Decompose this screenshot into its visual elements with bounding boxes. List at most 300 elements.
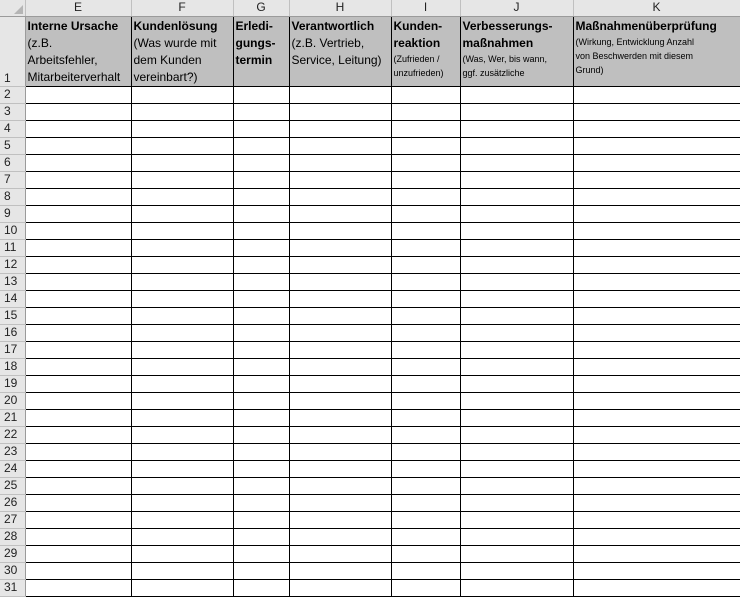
cell-e[interactable]: [25, 307, 131, 324]
cell-f[interactable]: [131, 358, 233, 375]
cell-j[interactable]: [460, 528, 573, 545]
cell-k[interactable]: [573, 511, 740, 528]
row-header[interactable]: 18: [0, 358, 25, 375]
select-all-corner[interactable]: [0, 0, 25, 16]
cell-k[interactable]: [573, 188, 740, 205]
cell-j[interactable]: [460, 341, 573, 358]
cell-g[interactable]: [233, 205, 289, 222]
cell-i[interactable]: [391, 171, 460, 188]
row-header[interactable]: 25: [0, 477, 25, 494]
cell-i[interactable]: [391, 256, 460, 273]
table-row: [0, 528, 740, 545]
row-header[interactable]: 1: [0, 16, 25, 86]
cell-g[interactable]: [233, 494, 289, 511]
cell-g[interactable]: [233, 545, 289, 562]
cell-h[interactable]: [289, 324, 391, 341]
cell-i[interactable]: [391, 579, 460, 596]
table-row: [0, 579, 740, 596]
cell-i[interactable]: [391, 103, 460, 120]
cell-k[interactable]: [573, 239, 740, 256]
header-cell-verbesserungsmassnahmen[interactable]: [460, 16, 573, 86]
cell-g[interactable]: [233, 579, 289, 596]
cell-i[interactable]: [391, 341, 460, 358]
cell-h[interactable]: [289, 375, 391, 392]
cell-k[interactable]: [573, 494, 740, 511]
cell-i[interactable]: [391, 443, 460, 460]
cell-h[interactable]: [289, 239, 391, 256]
cell-i[interactable]: [391, 290, 460, 307]
row-header[interactable]: 26: [0, 494, 25, 511]
cell-g[interactable]: [233, 477, 289, 494]
cell-e[interactable]: [25, 511, 131, 528]
cell-f[interactable]: [131, 477, 233, 494]
cell-k[interactable]: [573, 443, 740, 460]
row-header[interactable]: 23: [0, 443, 25, 460]
cell-g[interactable]: [233, 358, 289, 375]
cell-j[interactable]: [460, 273, 573, 290]
cell-f[interactable]: [131, 120, 233, 137]
cell-h[interactable]: [289, 528, 391, 545]
cell-k[interactable]: [573, 375, 740, 392]
cell-i[interactable]: [391, 222, 460, 239]
header-cell-verantwortlich[interactable]: [289, 16, 391, 86]
cell-e[interactable]: [25, 409, 131, 426]
cell-g[interactable]: [233, 290, 289, 307]
cell-j[interactable]: [460, 460, 573, 477]
cell-g[interactable]: [233, 103, 289, 120]
table-row: [0, 375, 740, 392]
cell-h[interactable]: [289, 307, 391, 324]
table-row: [0, 137, 740, 154]
cell-h[interactable]: [289, 477, 391, 494]
cell-i[interactable]: [391, 307, 460, 324]
cell-e[interactable]: [25, 273, 131, 290]
column-header-bar: [0, 0, 740, 16]
cell-i[interactable]: [391, 409, 460, 426]
table-row: [0, 290, 740, 307]
cell-i[interactable]: [391, 375, 460, 392]
column-header-h[interactable]: H: [289, 0, 391, 16]
cell-i[interactable]: [391, 154, 460, 171]
cell-g[interactable]: [233, 460, 289, 477]
cell-j[interactable]: [460, 256, 573, 273]
row-header[interactable]: 8: [0, 188, 25, 205]
header-cell-erledigungstermin[interactable]: [233, 16, 289, 86]
cell-j[interactable]: [460, 239, 573, 256]
cell-k[interactable]: [573, 562, 740, 579]
row-header[interactable]: 3: [0, 103, 25, 120]
cell-i[interactable]: [391, 426, 460, 443]
cell-i[interactable]: [391, 324, 460, 341]
cell-g[interactable]: [233, 86, 289, 103]
cell-e[interactable]: [25, 528, 131, 545]
table-row: [0, 460, 740, 477]
cell-e[interactable]: [25, 222, 131, 239]
cell-i[interactable]: [391, 477, 460, 494]
cell-h[interactable]: [289, 222, 391, 239]
cell-e[interactable]: [25, 86, 131, 103]
cell-i[interactable]: [391, 545, 460, 562]
row-header[interactable]: 10: [0, 222, 25, 239]
cell-g[interactable]: [233, 239, 289, 256]
cell-k[interactable]: [573, 137, 740, 154]
table-row: [0, 273, 740, 290]
table-row: [0, 205, 740, 222]
table-row: [0, 443, 740, 460]
cell-j[interactable]: [460, 222, 573, 239]
cell-e[interactable]: [25, 562, 131, 579]
header-title: Erledi- gungs- termin: [235, 18, 276, 67]
cell-f[interactable]: [131, 307, 233, 324]
cell-k[interactable]: [573, 120, 740, 137]
cell-h[interactable]: [289, 426, 391, 443]
cell-k[interactable]: [573, 256, 740, 273]
header-title: Kundenlösung: [133, 18, 218, 33]
cell-e[interactable]: [25, 460, 131, 477]
cell-k[interactable]: [573, 579, 740, 596]
table-row: [0, 477, 740, 494]
row-header[interactable]: 14: [0, 290, 25, 307]
table-row: [0, 154, 740, 171]
row-header[interactable]: 9: [0, 205, 25, 222]
cell-j[interactable]: [460, 545, 573, 562]
table-row: [0, 562, 740, 579]
cell-k[interactable]: [573, 222, 740, 239]
cell-f[interactable]: [131, 443, 233, 460]
header-subtitle: (Was, Wer, bis wann, ggf. zusätzliche: [462, 53, 548, 78]
cell-i[interactable]: [391, 392, 460, 409]
cell-e[interactable]: [25, 477, 131, 494]
cell-j[interactable]: [460, 443, 573, 460]
cell-j[interactable]: [460, 392, 573, 409]
column-header-i[interactable]: I: [391, 0, 460, 16]
cell-h[interactable]: [289, 579, 391, 596]
cell-f[interactable]: [131, 545, 233, 562]
column-header-g[interactable]: G: [233, 0, 289, 16]
cell-e[interactable]: [25, 205, 131, 222]
table-row: [0, 307, 740, 324]
column-header-e[interactable]: E: [25, 0, 131, 16]
cell-g[interactable]: [233, 307, 289, 324]
row-header[interactable]: 27: [0, 511, 25, 528]
cell-k[interactable]: [573, 460, 740, 477]
cell-f[interactable]: [131, 426, 233, 443]
cell-g[interactable]: [233, 443, 289, 460]
cell-e[interactable]: [25, 358, 131, 375]
row-header[interactable]: 19: [0, 375, 25, 392]
cell-h[interactable]: [289, 154, 391, 171]
cell-e[interactable]: [25, 443, 131, 460]
cell-f[interactable]: [131, 205, 233, 222]
cell-j[interactable]: [460, 86, 573, 103]
cell-g[interactable]: [233, 188, 289, 205]
cell-g[interactable]: [233, 273, 289, 290]
cell-i[interactable]: [391, 188, 460, 205]
cell-g[interactable]: [233, 528, 289, 545]
cell-j[interactable]: [460, 205, 573, 222]
cell-f[interactable]: [131, 409, 233, 426]
cell-k[interactable]: [573, 307, 740, 324]
cell-i[interactable]: [391, 273, 460, 290]
cell-i[interactable]: [391, 528, 460, 545]
table-row: [0, 256, 740, 273]
cell-j[interactable]: [460, 307, 573, 324]
cell-k[interactable]: [573, 426, 740, 443]
cell-j[interactable]: [460, 409, 573, 426]
cell-k[interactable]: [573, 86, 740, 103]
cell-i[interactable]: [391, 86, 460, 103]
cell-h[interactable]: [289, 409, 391, 426]
cell-f[interactable]: [131, 103, 233, 120]
table-row: [0, 103, 740, 120]
header-subtitle: (z.B. Arbeitsfehler, Mitarbeiterverhalt: [27, 35, 121, 84]
row-header[interactable]: 16: [0, 324, 25, 341]
cell-h[interactable]: [289, 460, 391, 477]
cell-f[interactable]: [131, 511, 233, 528]
cell-h[interactable]: [289, 290, 391, 307]
cell-h[interactable]: [289, 205, 391, 222]
cell-f[interactable]: [131, 256, 233, 273]
cell-j[interactable]: [460, 137, 573, 154]
cell-e[interactable]: [25, 171, 131, 188]
cell-k[interactable]: [573, 103, 740, 120]
cell-h[interactable]: [289, 443, 391, 460]
cell-f[interactable]: [131, 392, 233, 409]
table-row: [0, 222, 740, 239]
cell-f[interactable]: [131, 324, 233, 341]
row-header[interactable]: 24: [0, 460, 25, 477]
column-header-f[interactable]: F: [131, 0, 233, 16]
cell-h[interactable]: [289, 392, 391, 409]
header-title: Interne Ursache: [27, 18, 119, 33]
cell-h[interactable]: [289, 494, 391, 511]
cell-h[interactable]: [289, 137, 391, 154]
cell-g[interactable]: [233, 137, 289, 154]
cell-j[interactable]: [460, 120, 573, 137]
cell-i[interactable]: [391, 511, 460, 528]
cell-e[interactable]: [25, 545, 131, 562]
cell-g[interactable]: [233, 375, 289, 392]
cell-i[interactable]: [391, 562, 460, 579]
table-row: [0, 358, 740, 375]
cell-i[interactable]: [391, 137, 460, 154]
table-row: [0, 392, 740, 409]
cell-g[interactable]: [233, 171, 289, 188]
cell-j[interactable]: [460, 494, 573, 511]
cell-k[interactable]: [573, 273, 740, 290]
header-cell-kundenloesung[interactable]: [131, 16, 233, 86]
header-cell-interne-ursache[interactable]: [25, 16, 131, 86]
cell-e[interactable]: [25, 426, 131, 443]
cell-f[interactable]: [131, 188, 233, 205]
cell-e[interactable]: [25, 324, 131, 341]
cell-i[interactable]: [391, 120, 460, 137]
cell-j[interactable]: [460, 154, 573, 171]
cell-f[interactable]: [131, 494, 233, 511]
cell-h[interactable]: [289, 256, 391, 273]
header-subtitle: (Was wurde mit dem Kunden vereinbart?): [133, 35, 217, 84]
cell-f[interactable]: [131, 137, 233, 154]
row-header[interactable]: 31: [0, 579, 25, 596]
cell-h[interactable]: [289, 273, 391, 290]
cell-g[interactable]: [233, 341, 289, 358]
row-header[interactable]: 17: [0, 341, 25, 358]
cell-e[interactable]: [25, 579, 131, 596]
cell-j[interactable]: [460, 426, 573, 443]
row-header[interactable]: 6: [0, 154, 25, 171]
table-row: [0, 171, 740, 188]
cell-g[interactable]: [233, 511, 289, 528]
row-header[interactable]: 11: [0, 239, 25, 256]
cell-k[interactable]: [573, 171, 740, 188]
cell-e[interactable]: [25, 154, 131, 171]
cell-g[interactable]: [233, 154, 289, 171]
header-subtitle: (z.B. Vertrieb, Service, Leitung): [291, 35, 382, 67]
cell-j[interactable]: [460, 477, 573, 494]
cell-j[interactable]: [460, 562, 573, 579]
table-row: [0, 324, 740, 341]
cell-k[interactable]: [573, 290, 740, 307]
table-row: [0, 511, 740, 528]
cell-j[interactable]: [460, 375, 573, 392]
cell-g[interactable]: [233, 120, 289, 137]
header-cell-kundenreaktion[interactable]: [391, 16, 460, 86]
cell-f[interactable]: [131, 460, 233, 477]
cell-f[interactable]: [131, 290, 233, 307]
row-header[interactable]: 5: [0, 137, 25, 154]
header-title: Verantwortlich: [291, 18, 375, 33]
table-row: [0, 426, 740, 443]
cell-i[interactable]: [391, 358, 460, 375]
cell-e[interactable]: [25, 375, 131, 392]
cell-k[interactable]: [573, 545, 740, 562]
cell-j[interactable]: [460, 358, 573, 375]
cell-j[interactable]: [460, 103, 573, 120]
cell-f[interactable]: [131, 341, 233, 358]
cell-k[interactable]: [573, 324, 740, 341]
cell-f[interactable]: [131, 273, 233, 290]
row-header[interactable]: 12: [0, 256, 25, 273]
cell-f[interactable]: [131, 562, 233, 579]
cell-k[interactable]: [573, 358, 740, 375]
row-header[interactable]: 22: [0, 426, 25, 443]
cell-f[interactable]: [131, 154, 233, 171]
cell-e[interactable]: [25, 290, 131, 307]
cell-j[interactable]: [460, 579, 573, 596]
cell-e[interactable]: [25, 188, 131, 205]
header-title: Verbesserungs- maßnahmen: [462, 18, 553, 50]
cell-i[interactable]: [391, 494, 460, 511]
cell-f[interactable]: [131, 171, 233, 188]
cell-h[interactable]: [289, 86, 391, 103]
cell-h[interactable]: [289, 562, 391, 579]
cell-g[interactable]: [233, 409, 289, 426]
cell-h[interactable]: [289, 171, 391, 188]
cell-h[interactable]: [289, 188, 391, 205]
cell-g[interactable]: [233, 426, 289, 443]
select-all-triangle-icon: [14, 5, 23, 14]
header-cell-massnahmenueberpruefung[interactable]: [573, 16, 740, 86]
cell-h[interactable]: [289, 120, 391, 137]
header-title: Maßnahmenüberprüfung: [575, 18, 717, 33]
table-row: [0, 341, 740, 358]
table-row: [0, 239, 740, 256]
cell-k[interactable]: [573, 341, 740, 358]
cell-j[interactable]: [460, 290, 573, 307]
row-header[interactable]: 30: [0, 562, 25, 579]
cell-k[interactable]: [573, 528, 740, 545]
cell-h[interactable]: [289, 511, 391, 528]
column-header-j[interactable]: J: [460, 0, 573, 16]
row-header[interactable]: 28: [0, 528, 25, 545]
cell-e[interactable]: [25, 120, 131, 137]
row-header[interactable]: 2: [0, 86, 25, 103]
column-header-k[interactable]: K: [573, 0, 740, 16]
cell-i[interactable]: [391, 239, 460, 256]
cell-k[interactable]: [573, 477, 740, 494]
cell-h[interactable]: [289, 341, 391, 358]
cell-f[interactable]: [131, 579, 233, 596]
cell-k[interactable]: [573, 409, 740, 426]
cell-j[interactable]: [460, 171, 573, 188]
header-subtitle: (Zufrieden / unzufrieden): [393, 53, 444, 78]
table-row: [0, 86, 740, 103]
cell-g[interactable]: [233, 222, 289, 239]
cell-e[interactable]: [25, 137, 131, 154]
cell-f[interactable]: [131, 528, 233, 545]
row-header[interactable]: 7: [0, 171, 25, 188]
row-header[interactable]: 29: [0, 545, 25, 562]
table-row: [0, 188, 740, 205]
row-header[interactable]: 15: [0, 307, 25, 324]
table-row: [0, 545, 740, 562]
cell-h[interactable]: [289, 358, 391, 375]
cell-f[interactable]: [131, 375, 233, 392]
cell-g[interactable]: [233, 256, 289, 273]
cell-j[interactable]: [460, 188, 573, 205]
cell-j[interactable]: [460, 324, 573, 341]
cell-k[interactable]: [573, 392, 740, 409]
cell-e[interactable]: [25, 494, 131, 511]
cell-e[interactable]: [25, 392, 131, 409]
cell-i[interactable]: [391, 205, 460, 222]
cell-g[interactable]: [233, 392, 289, 409]
cell-e[interactable]: [25, 341, 131, 358]
cell-f[interactable]: [131, 86, 233, 103]
cell-g[interactable]: [233, 562, 289, 579]
cell-i[interactable]: [391, 460, 460, 477]
row-header[interactable]: 13: [0, 273, 25, 290]
cell-e[interactable]: [25, 256, 131, 273]
table-row: [0, 494, 740, 511]
cell-e[interactable]: [25, 103, 131, 120]
cell-g[interactable]: [233, 324, 289, 341]
row-header[interactable]: 21: [0, 409, 25, 426]
header-title: Kunden- reaktion: [393, 18, 443, 50]
cell-e[interactable]: [25, 239, 131, 256]
row-header[interactable]: 20: [0, 392, 25, 409]
header-row: [0, 16, 740, 86]
cell-k[interactable]: [573, 205, 740, 222]
cell-h[interactable]: [289, 103, 391, 120]
cell-h[interactable]: [289, 545, 391, 562]
row-header[interactable]: 4: [0, 120, 25, 137]
cell-f[interactable]: [131, 222, 233, 239]
header-subtitle: (Wirkung, Entwicklung Anzahl von Beschwerden mit diesem Grund): [575, 36, 695, 75]
cell-j[interactable]: [460, 511, 573, 528]
cell-f[interactable]: [131, 239, 233, 256]
cell-k[interactable]: [573, 154, 740, 171]
